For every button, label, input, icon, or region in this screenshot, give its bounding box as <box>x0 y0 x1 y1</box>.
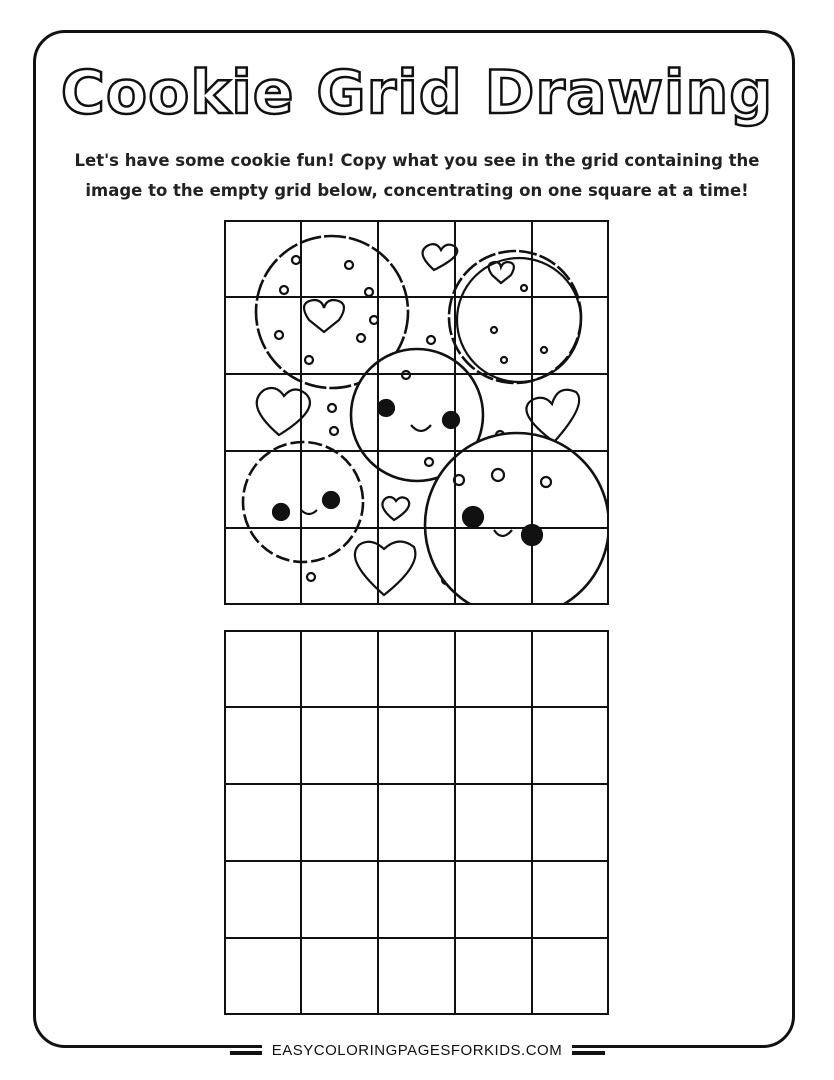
reference-image-grid <box>224 220 609 605</box>
cookie-illustration <box>243 236 609 605</box>
instructions-line-1: Let's have some cookie fun! Copy what you see in the grid containing the <box>74 151 760 170</box>
instructions <box>60 146 774 206</box>
empty-drawing-grid <box>224 630 609 1015</box>
page-title: Cookie Grid Drawing <box>60 58 774 128</box>
footer-website: EASYCOLORINGPAGESFORKIDS.COM <box>262 1042 572 1059</box>
instructions-line-2: image to the empty grid below, concentrating on one square at a time! <box>85 181 749 200</box>
footer <box>0 1040 834 1059</box>
